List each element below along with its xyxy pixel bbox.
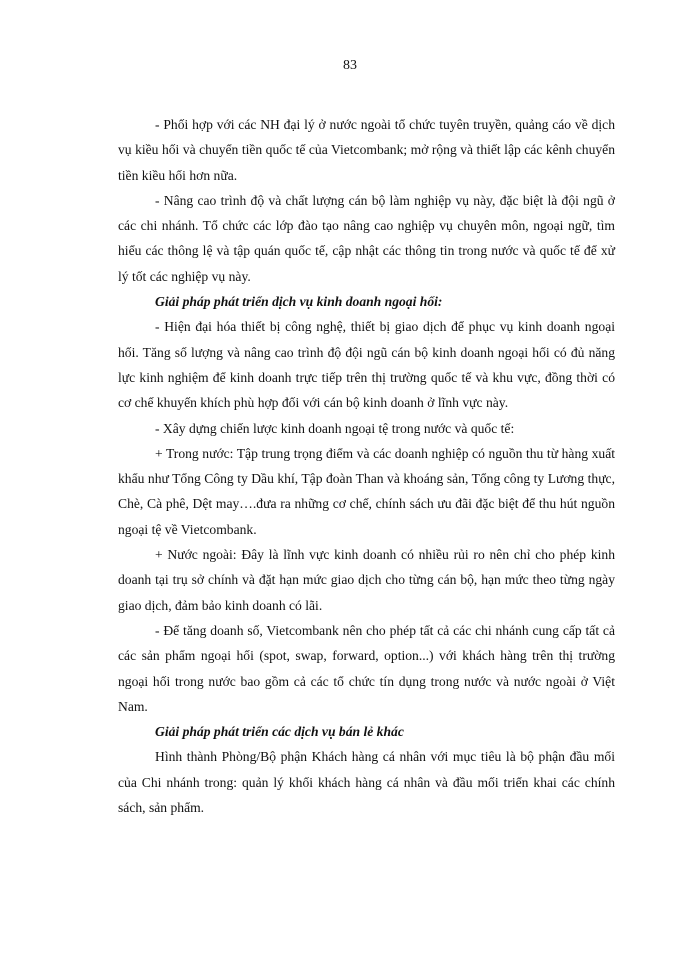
paragraph-increase-sales: - Để tăng doanh số, Vietcombank nên cho phép tất cả các chi nhánh cung cấp tất cả các sản phẩm ngoại hối (spot, swap, forward, option...) với khách hàng trên thị trường ngoại hối trong nước bao gồm cả các tổ chức tín dụng trong nước và nước ngoài ở Việt Nam. <box>118 622 615 714</box>
paragraph-staff-training: - Nâng cao trình độ và chất lượng cán bộ làm nghiệp vụ này, đặc biệt là đội ngũ ở các chi nhánh. Tổ chức các lớp đào tạo nâng cao nghiệp vụ chuyên môn, ngoại ngữ, tìm hiểu các thông lệ và tập quán quốc tế, cập nhật các thông tin trong nước và quốc tế để xử lý tốt các nghiệp vụ này. <box>118 192 615 284</box>
paragraph-forex-strategy: - Xây dựng chiến lược kinh doanh ngoại tệ trong nước và quốc tế: <box>155 420 515 436</box>
paragraph-domestic: + Trong nước: Tập trung trọng điểm và các doanh nghiệp có nguồn thu từ hàng xuất khẩu như Tổng Công ty Dầu khí, Tập đoàn Than và khoáng sản, Tổng công ty Lương thực, Chè, Cà phê, Dệt may….đưa ra những cơ chế, chính sách ưu đãi đặc biệt để thu hút nguồn ngoại tệ về Vietcombank. <box>118 445 615 537</box>
section-heading-retail: Giải pháp phát triển các dịch vụ bán lẻ khác <box>155 724 404 740</box>
document-body <box>118 112 615 820</box>
section-heading-forex: Giải pháp phát triển dịch vụ kinh doanh ngoại hối: <box>155 294 443 310</box>
paragraph-foreign-partners: - Phối hợp với các NH đại lý ở nước ngoài tổ chức tuyên truyền, quảng cáo về dịch vụ kiều hối và chuyển tiền quốc tế của Vietcombank; mở rộng và thiết lập các kênh chuyển tiền kiều hối hơn nữa. <box>118 117 615 183</box>
paragraph-overseas: + Nước ngoài: Đây là lĩnh vực kinh doanh có nhiều rủi ro nên chỉ cho phép kinh doanh tại trụ sở chính và đặt hạn mức giao dịch cho từng cán bộ, hạn mức theo từng ngày giao dịch, đảm bảo kinh doanh có lãi. <box>118 547 615 613</box>
page-number: 83 <box>343 58 357 73</box>
paragraph-forex-modernize: - Hiện đại hóa thiết bị công nghệ, thiết bị giao dịch để phục vụ kinh doanh ngoại hối. Tăng số lượng và nâng cao trình độ đội ngũ cán bộ kinh doanh ngoại hối có đủ năng lực kinh nghiệm để kinh doanh trực tiếp trên thị trường quốc tế và khu vực, đồng thời có cơ chế khuyến khích phù hợp đối với cán bộ kinh doanh ở lĩnh vực này. <box>118 319 615 411</box>
paragraph-retail-unit: Hình thành Phòng/Bộ phận Khách hàng cá nhân với mục tiêu là bộ phận đầu mối của Chi nhánh trong: quản lý khối khách hàng cá nhân và đầu mối triển khai các chính sách, sản phẩm. <box>118 749 615 816</box>
